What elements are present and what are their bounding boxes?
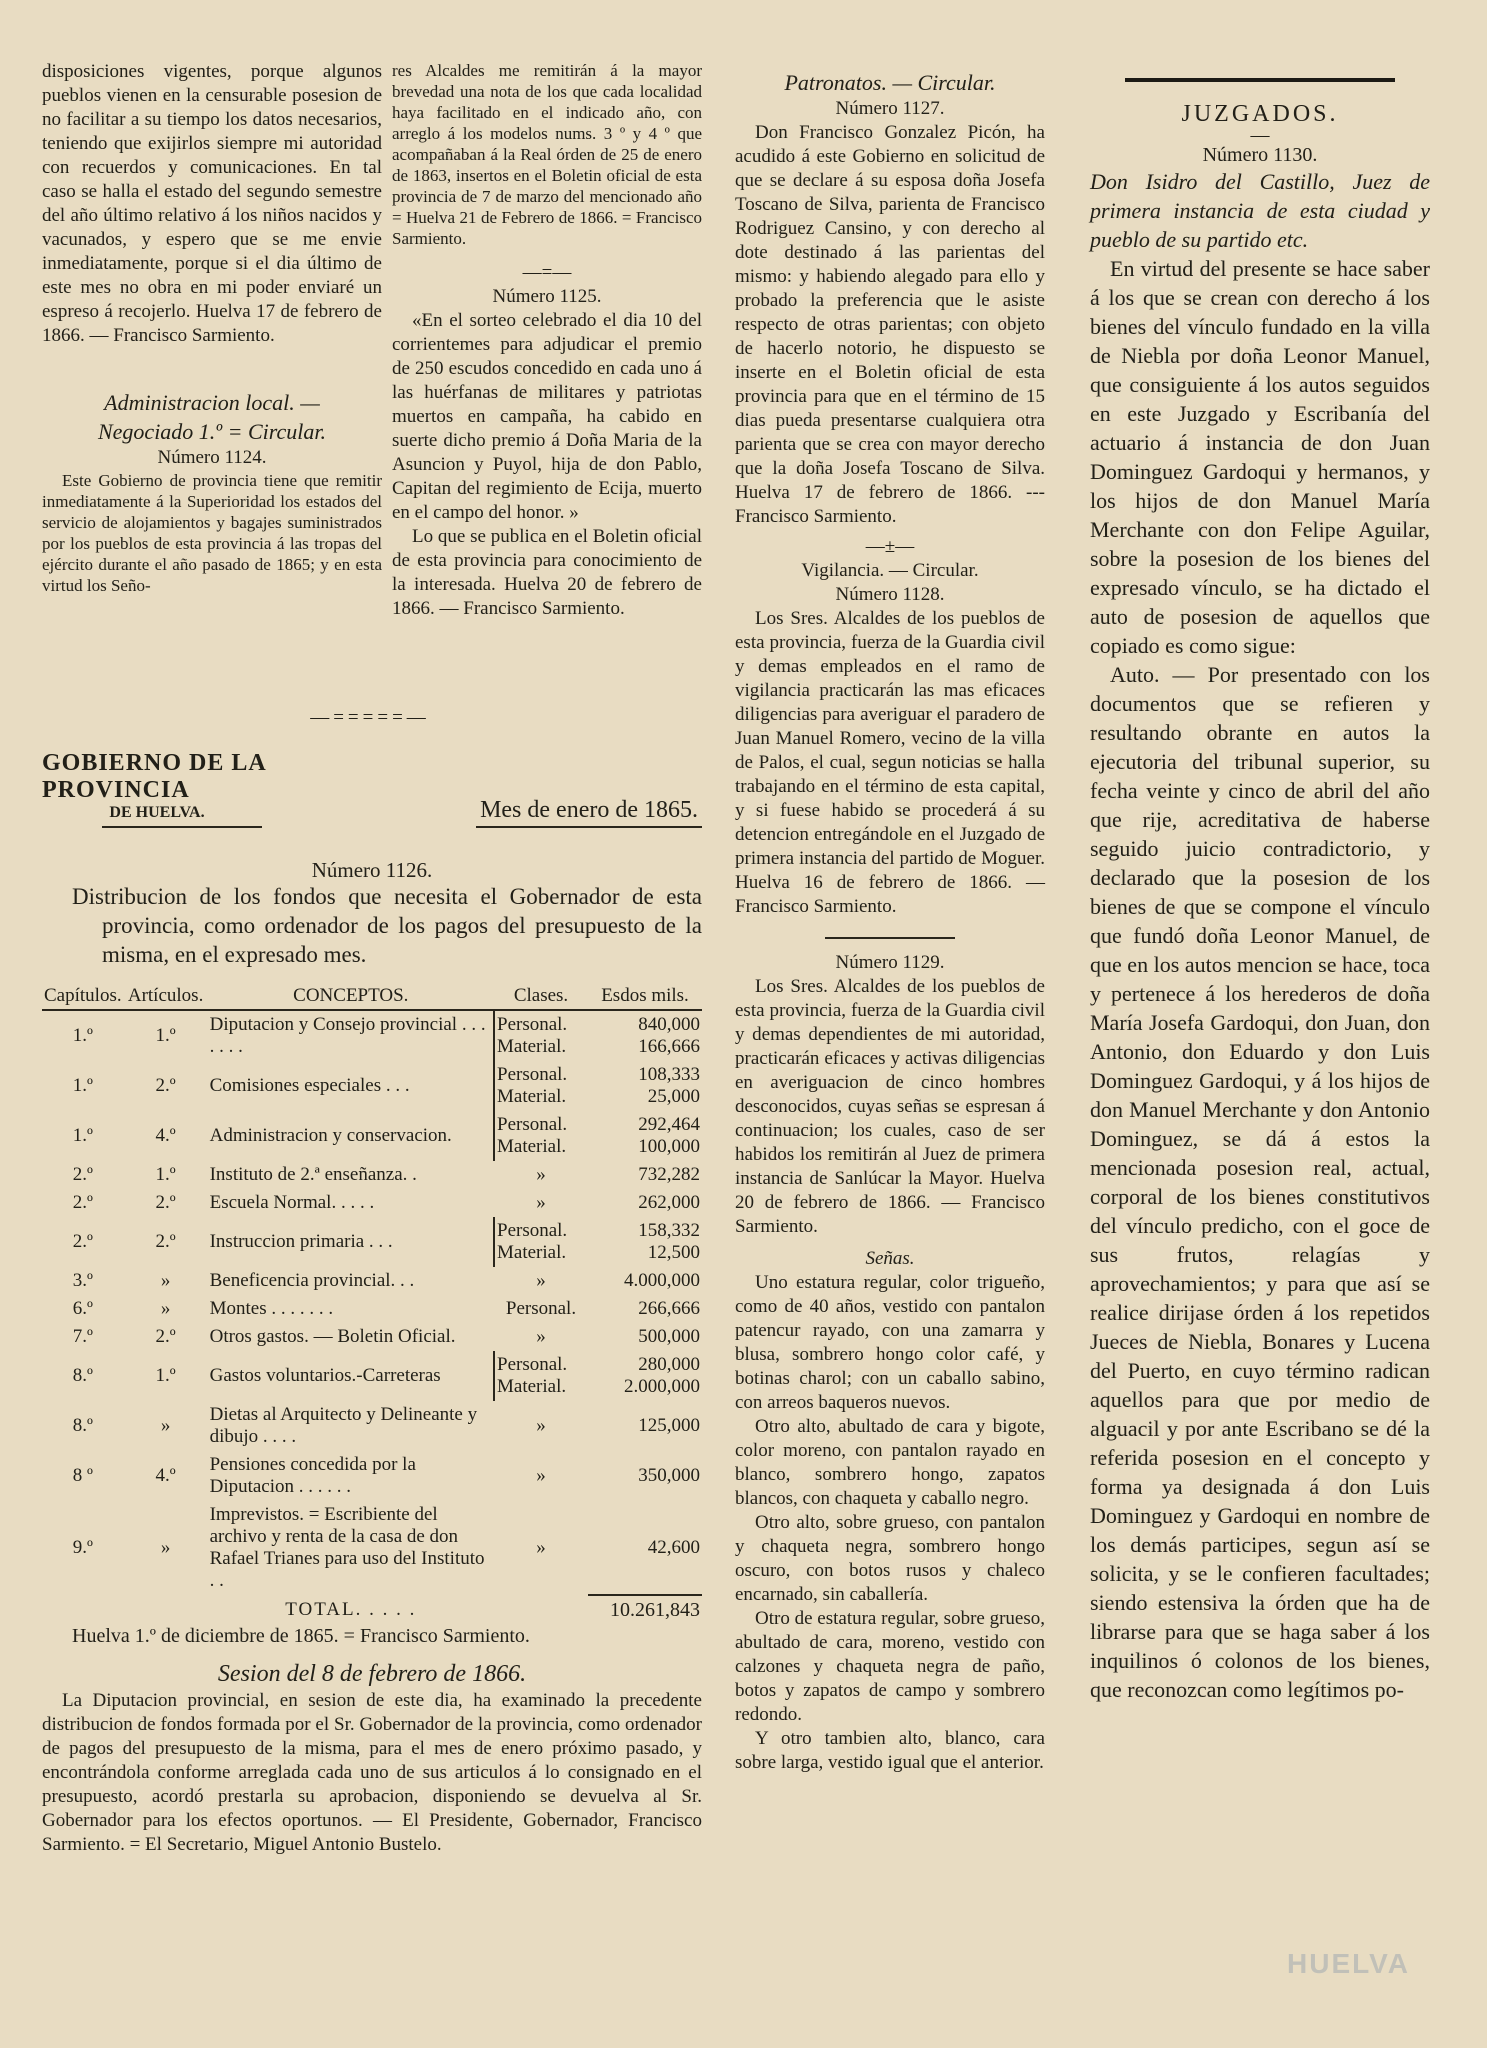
- row-clases: [494, 1401, 588, 1451]
- row-capitulo: 1.º: [72, 1125, 93, 1146]
- table-row: [42, 1061, 702, 1111]
- row-concepto: Instruccion primaria . . .: [209, 1231, 393, 1252]
- sesion-text: La Diputacion provincial, en sesion de este dia, ha examinado la precedente distribucion de fondos formada por el Sr. Gobernador de la provincia, como ordenador de pagos del presupuesto de la misma, para el mes de enero próximo pasado, y encontrándola conforme arreglada cada uno de sus articulos á lo consignado en el presupuesto, acordó prestarla su aprobacion, disponiendo se devuelva al Sr. Gobernador para los efectos oportunos. — El Presidente, Gobernador, Francisco Sarmiento. = El Secretario, Miguel Antonio Bustelo.: [42, 1690, 702, 1855]
- col3-text-1129: Los Sres. Alcaldes de los pueblos de esta provincia, fuerza de la Guardia civil y demas dependientes de mi autoridad, practicarán eficaces y activas diligencias en averiguacion de cinco hombres desconocidos, cuyas señas se espresan á continuacion; los cuales, caso de ser habidos los remitirán al Juez de primera instancia de Sanlúcar la Mayor. Huelva 20 de febrero de 1866. — Francisco Sarmiento.: [735, 976, 1045, 1237]
- row-concepto: Beneficencia provincial. . .: [209, 1270, 415, 1291]
- gobierno-number: Número 1126.: [311, 858, 433, 882]
- row-concepto: Diputacion y Consejo provincial . . . . . . .: [209, 1014, 486, 1057]
- row-valor: 280,000: [638, 1354, 700, 1375]
- row-capitulo: 8.º: [72, 1365, 93, 1386]
- col3-sena-3: Otro alto, sobre grueso, con pantalon y chaqueta negra, sombrero hongo oscuro, con botos rusos y chaleco encarnado, sin caballería.: [735, 1512, 1045, 1605]
- row-clases: [494, 1323, 588, 1351]
- column-2: [392, 60, 702, 621]
- col3-title: Patronatos. — Circular.: [784, 70, 996, 95]
- row-concepto: Dietas al Arquitecto y Delineante y dibujo . . . .: [209, 1404, 478, 1447]
- row-valor: 25,000: [647, 1086, 700, 1107]
- row-valor: 840,000: [638, 1014, 700, 1035]
- row-capitulo: 8.º: [72, 1415, 93, 1436]
- row-valor: 4.000,000: [624, 1270, 700, 1291]
- col-header-capitulos: Capítulos.: [42, 983, 124, 1010]
- column-4: [1090, 78, 1430, 1704]
- col3-senas: Señas.: [865, 1248, 915, 1269]
- gobierno-heading: Distribucion de los fondos que necesita el Gobernador de esta provincia, como ordenador de los pagos del presupuesto de la misma, en el expresado mes.: [72, 884, 702, 967]
- row-valores: [588, 1061, 702, 1111]
- row-articulo: »: [160, 1298, 171, 1319]
- row-valores: [588, 1451, 702, 1501]
- row-clase: Material.: [497, 1376, 567, 1397]
- col4-dash: —: [1250, 125, 1270, 146]
- row-clases: [494, 1161, 588, 1189]
- row-clase: Personal.: [497, 1114, 568, 1135]
- row-valor: 732,282: [638, 1164, 700, 1185]
- row-articulo: 1.º: [155, 1025, 176, 1046]
- row-capitulo: 2.º: [72, 1192, 93, 1213]
- table-row: [42, 1295, 702, 1323]
- col-header-articulos: Artículos.: [124, 983, 208, 1010]
- row-valor: 100,000: [638, 1136, 700, 1157]
- row-concepto: Instituto de 2.ª enseñanza. .: [209, 1164, 417, 1185]
- row-concepto: Comisiones especiales . . .: [209, 1075, 410, 1096]
- row-valor: 292,464: [638, 1114, 700, 1135]
- row-valores: [588, 1267, 702, 1295]
- row-articulo: 2.º: [155, 1192, 176, 1213]
- col-header-clases: Clases.: [494, 983, 588, 1010]
- row-clase: Personal.: [497, 1064, 568, 1085]
- table-row: [42, 1501, 702, 1595]
- row-valores: [588, 1401, 702, 1451]
- row-valores: [588, 1010, 702, 1061]
- row-valores: [588, 1189, 702, 1217]
- row-clase: Material.: [497, 1242, 567, 1263]
- row-valores: [588, 1323, 702, 1351]
- sesion-title: Sesion del 8 de febrero de 1866.: [217, 1661, 527, 1687]
- gobierno-signature: Huelva 1.º de diciembre de 1865. = Francisco Sarmiento.: [72, 1625, 530, 1647]
- row-articulo: 1.º: [155, 1164, 176, 1185]
- col3-sena-2: Otro alto, abultado de cara y bigote, color moreno, con pantalon rayado en blanco, sombrero hongo, zapatos blancos, con chaqueta y caballo negro.: [735, 1416, 1045, 1509]
- gobierno-month: Mes de enero de 1865.: [476, 797, 702, 828]
- total-label: TOTAL. . . . .: [285, 1598, 417, 1620]
- row-articulo: 2.º: [155, 1075, 176, 1096]
- col3-sena-5: Y otro tambien alto, blanco, cara sobre larga, vestido igual que el anterior.: [735, 1728, 1045, 1773]
- row-valor: 108,333: [638, 1064, 700, 1085]
- col3-number-1128: Número 1128.: [835, 584, 945, 605]
- row-valores: [588, 1295, 702, 1323]
- col4-number: Número 1130.: [1202, 144, 1318, 166]
- distribution-rows: [42, 1010, 702, 1595]
- row-capitulo: 8 º: [72, 1465, 93, 1486]
- col4-body-1: En virtud del presente se hace saber á los que se crean con derecho á los bienes del vínculo fundado en la villa de Niebla por doña Leonor Manuel, que consiguiente á los autos seguidos en este Juzgado y Escribanía del actuario á instancia de don Juan Dominguez Gardoqui y hermanos, y los hijos de don Manuel María Merchante con don Felipe Aguilar, sobre la posesion de los bienes del expresado vínculo, se ha dictado el auto de posesion de aquellos que copiado es como sigue:: [1090, 256, 1430, 658]
- column-1: [42, 60, 382, 596]
- table-row: [42, 1451, 702, 1501]
- row-capitulo: 1.º: [72, 1025, 93, 1046]
- row-articulo: »: [160, 1415, 171, 1436]
- row-capitulo: 3.º: [72, 1270, 93, 1291]
- row-valores: [588, 1111, 702, 1161]
- row-clases: [494, 1217, 588, 1267]
- row-concepto: Montes . . . . . . .: [209, 1298, 334, 1319]
- row-articulo: 4.º: [155, 1465, 176, 1486]
- row-valores: [588, 1161, 702, 1189]
- row-capitulo: 2.º: [72, 1231, 93, 1252]
- table-row: [42, 1323, 702, 1351]
- col4-intro: Don Isidro del Castillo, Juez de primera instancia de esta ciudad y pueblo de su partido etc.: [1090, 169, 1430, 252]
- total-value: 10.261,843: [588, 1595, 702, 1624]
- row-clases: [494, 1501, 588, 1595]
- row-concepto: Pensiones concedida por la Diputacion . . . . . .: [209, 1454, 416, 1497]
- col3-sena-4: Otro de estatura regular, sobre grueso, abultado de cara, moreno, vestido con calzones y chaqueta negra de paño, botos y zapatos de campo y sombrero redondo.: [735, 1608, 1045, 1725]
- row-concepto: Gastos voluntarios.-Carreteras: [209, 1365, 441, 1386]
- row-concepto: Administracion y conservacion.: [209, 1125, 452, 1146]
- row-clase: »: [536, 1465, 546, 1486]
- row-clases: [494, 1111, 588, 1161]
- row-concepto: Imprevistos. = Escribiente del archivo y renta de la casa de don Rafael Trianes para uso del Instituto . .: [209, 1504, 485, 1591]
- table-row: [42, 1217, 702, 1267]
- row-concepto: Escuela Normal. . . . .: [209, 1192, 375, 1213]
- gobierno-title: GOBIERNO DE LA PROVINCIA: [42, 750, 266, 803]
- row-clase: »: [536, 1192, 546, 1213]
- column-3: [735, 68, 1045, 1775]
- col3-text-1128: Los Sres. Alcaldes de los pueblos de esta provincia, fuerza de la Guardia civil y demas empleados en el ramo de vigilancia practicarán las mas eficaces diligencias para averiguar el paradero de Juan Manuel Romero, vecino de la villa de Palos, el cual, segun noticias se halla trabajando en el término de esta capital, y si fuese habido se procederá á su detencion entregándole en el Juzgado de primera instancia del partido de Moguer. Huelva 16 de febrero de 1866. — Francisco Sarmiento.: [735, 608, 1045, 917]
- row-capitulo: 2.º: [72, 1164, 93, 1185]
- row-valores: [588, 1217, 702, 1267]
- row-valor: 350,000: [638, 1465, 700, 1486]
- col-header-escudos: Esdos mils.: [588, 983, 702, 1010]
- col2-top-text: res Alcaldes me remitirán á la mayor brevedad una nota de los que cada localidad haya facilitado en el indicado año, con arreglo á los modelos nums. 3 º y 4 º que acompañaban á la Real órden de 25 de enero de 1863, insertos en el Boletin oficial de esta provincia de 7 de marzo del mencionado año = Huelva 21 de Febrero de 1866. = Francisco Sarmiento.: [392, 61, 702, 248]
- col2-quote: «En el sorteo celebrado el dia 10 del corrientemes para adjudicar el premio de 250 escudos concedido en cada uno á las huérfanas de militares y patriotas muertos en campaña, ha cabido en suerte dicho premio á Doña Maria de la Asuncion y Puyol, hija de don Pablo, Capitan del regimiento de Ecija, muerto en el campo del honor. »: [392, 310, 702, 523]
- row-clases: [494, 1189, 588, 1217]
- col1-body: Este Gobierno de provincia tiene que remitir inmediatamente á la Superioridad los estados del servicio de alojamientos y bagajes suministrados por los pueblos de esta provincia á las tropas del ejército durante el año pasado de 1865; y en esta virtud los Seño-: [42, 471, 382, 595]
- row-valor: 500,000: [638, 1326, 700, 1347]
- row-clase: Material.: [497, 1036, 567, 1057]
- col3-separator: —±—: [865, 536, 915, 557]
- col-header-conceptos: CONCEPTOS.: [208, 983, 494, 1010]
- row-valor: 2.000,000: [624, 1376, 700, 1397]
- col2-separator: —=—: [522, 262, 572, 283]
- table-row: [42, 1161, 702, 1189]
- row-clase: Material.: [497, 1136, 567, 1157]
- row-capitulo: 9.º: [72, 1537, 93, 1558]
- row-articulo: »: [160, 1270, 171, 1291]
- row-clase: Personal.: [497, 1220, 568, 1241]
- row-valor: 158,332: [638, 1220, 700, 1241]
- section-divider: —=====—: [310, 707, 430, 728]
- table-row: [42, 1010, 702, 1061]
- col4-body-2: Auto. — Por presentado con los documentos que se refieren y resultando obrante en autos la ejecutoria del tribunal superior, su fecha veinte y cinco de abril del año que rije, acreditativa de haberse seguido juicio contradictorio, y declarado que la posesion de los bienes de que se compone el vínculo que fundó doña Leonor Manuel, de que en los autos mencion se hace, toca y pertenece á los herederos de doña María Josefa Gardoqui, don Juan, don Antonio, don Eduardo y don Luis Dominguez Gardoqui, y á los hijos de don Manuel Merchante y don Antonio Dominguez, se dá á estos la mencionada posesion real, actual, corporal de los bienes constitutivos del vínculo predicho, con el goce de sus frutos, relagías y aprovechamientos; y para que así se realice dirijase órden á los repetidos Jueces de Niebla, Bonares y Lucena del Puerto, en cuyo término radican aquellos para que por medio de alguacil y por ante Escribano se dé la referida posesion en el concepto y forma ya designada á don Luis Dominguez y Gardoqui en nombre de los demás participes, segun así se solicita, y se le confieren facultades; siendo estensiva la órden que ha de librarse para que se haga saber á los inquilinos ó colonos de los bienes, que reconozcan como legítimos po-: [1090, 662, 1430, 1702]
- distribution-table: [42, 983, 702, 1624]
- archive-watermark: HUELVA: [1287, 1948, 1410, 1979]
- row-valor: 125,000: [638, 1415, 700, 1436]
- col2-closing: Lo que se publica en el Boletin oficial de esta provincia para conocimiento de la interesada. Huelva 20 de febrero de 1866. — Francisco Sarmiento.: [392, 526, 702, 619]
- row-clase: »: [536, 1537, 546, 1558]
- col2-number: Número 1125.: [492, 286, 602, 307]
- col1-top-text: disposiciones vigentes, porque algunos pueblos vienen en la censurable posesion de no facilitar a su tiempo los datos necesarios, teniendo que exijirlos siempre mi autoridad con recuerdos y comunicaciones. En tal caso se halla el estado del segundo semestre del año último relativo á los niños nacidos y vacunados, y espero que se me envie inmediatamente, porque si el dia último de este mes no obra en mi poder enviaré un espreso á recojerlo. Huelva 17 de febrero de 1866. — Francisco Sarmiento.: [42, 61, 382, 346]
- row-articulo: 2.º: [155, 1231, 176, 1252]
- row-clases: [494, 1451, 588, 1501]
- row-valor: 266,666: [638, 1298, 700, 1319]
- row-clase: Personal.: [497, 1354, 568, 1375]
- row-clase: »: [536, 1164, 546, 1185]
- row-clases: [494, 1295, 588, 1323]
- row-clase: »: [536, 1326, 546, 1347]
- col4-top-rule: [1125, 78, 1395, 82]
- row-clase: »: [536, 1415, 546, 1436]
- gobierno-subtitle: DE HUELVA.: [109, 804, 205, 821]
- row-valor: 12,500: [647, 1242, 700, 1263]
- row-clase: Material.: [497, 1086, 567, 1107]
- row-articulo: 4.º: [155, 1125, 176, 1146]
- col3-number-1127: Número 1127.: [835, 98, 945, 119]
- row-capitulo: 7.º: [72, 1326, 93, 1347]
- row-clase: Personal.: [505, 1298, 577, 1319]
- row-valores: [588, 1501, 702, 1595]
- row-clases: [494, 1061, 588, 1111]
- row-clases: [494, 1010, 588, 1061]
- row-clase: Personal.: [497, 1014, 568, 1035]
- table-row: [42, 1189, 702, 1217]
- col3-text-1127: Don Francisco Gonzalez Picón, ha acudido á este Gobierno en solicitud de que se declare á su esposa doña Josefa Toscano de Silva, parienta de Francisco Rodriguez Cansino, y con derecho al dote destinado á las parientas del mismo: y habiendo alegado para ello y probado la preferencia que le asiste respecto de otras parientas; con objeto de hacerlo notorio, he dispuesto se inserte en el Boletin oficial de esta provincia para que en el término de 15 dias pueda presentarse cualquiera otra parienta que se crea con mayor derecho que la doña Josefa Toscano de Silva. Huelva 17 de febrero de 1866. --- Francisco Sarmiento.: [735, 122, 1045, 527]
- row-valores: [588, 1351, 702, 1401]
- gobierno-rule: [102, 826, 262, 828]
- row-clases: [494, 1267, 588, 1295]
- gobierno-block: [42, 750, 702, 1857]
- row-valor: 42,600: [647, 1536, 700, 1558]
- row-concepto: Otros gastos. — Boletin Oficial.: [209, 1326, 456, 1347]
- table-row: [42, 1351, 702, 1401]
- row-articulo: 1.º: [155, 1365, 176, 1386]
- row-capitulo: 6.º: [72, 1298, 93, 1319]
- row-clases: [494, 1351, 588, 1401]
- table-row: [42, 1267, 702, 1295]
- col4-title: JUZGADOS.: [1181, 101, 1339, 127]
- table-row: [42, 1111, 702, 1161]
- col3-sena-1: Uno estatura regular, color trigueño, como de 40 años, vestido con pantalon patencur rayado, con una zamarra y blusa, sombrero hongo color café, y botinas charol; con un caballo sabino, con arreos baqueros nuevos.: [735, 1272, 1045, 1413]
- row-articulo: »: [160, 1537, 171, 1558]
- col3-rule: [825, 937, 955, 939]
- row-valor: 166,666: [638, 1036, 700, 1057]
- col3-vigilancia: Vigilancia. — Circular.: [801, 560, 979, 581]
- row-capitulo: 1.º: [72, 1075, 93, 1096]
- row-valor: 262,000: [638, 1192, 700, 1213]
- row-articulo: 2.º: [155, 1326, 176, 1347]
- col1-section-title: Administracion local. — Negociado 1.º = Circular.: [97, 390, 326, 444]
- row-clase: »: [536, 1270, 546, 1291]
- col1-number: Número 1124.: [157, 447, 267, 468]
- table-row: [42, 1401, 702, 1451]
- col3-number-1129: Número 1129.: [835, 952, 945, 973]
